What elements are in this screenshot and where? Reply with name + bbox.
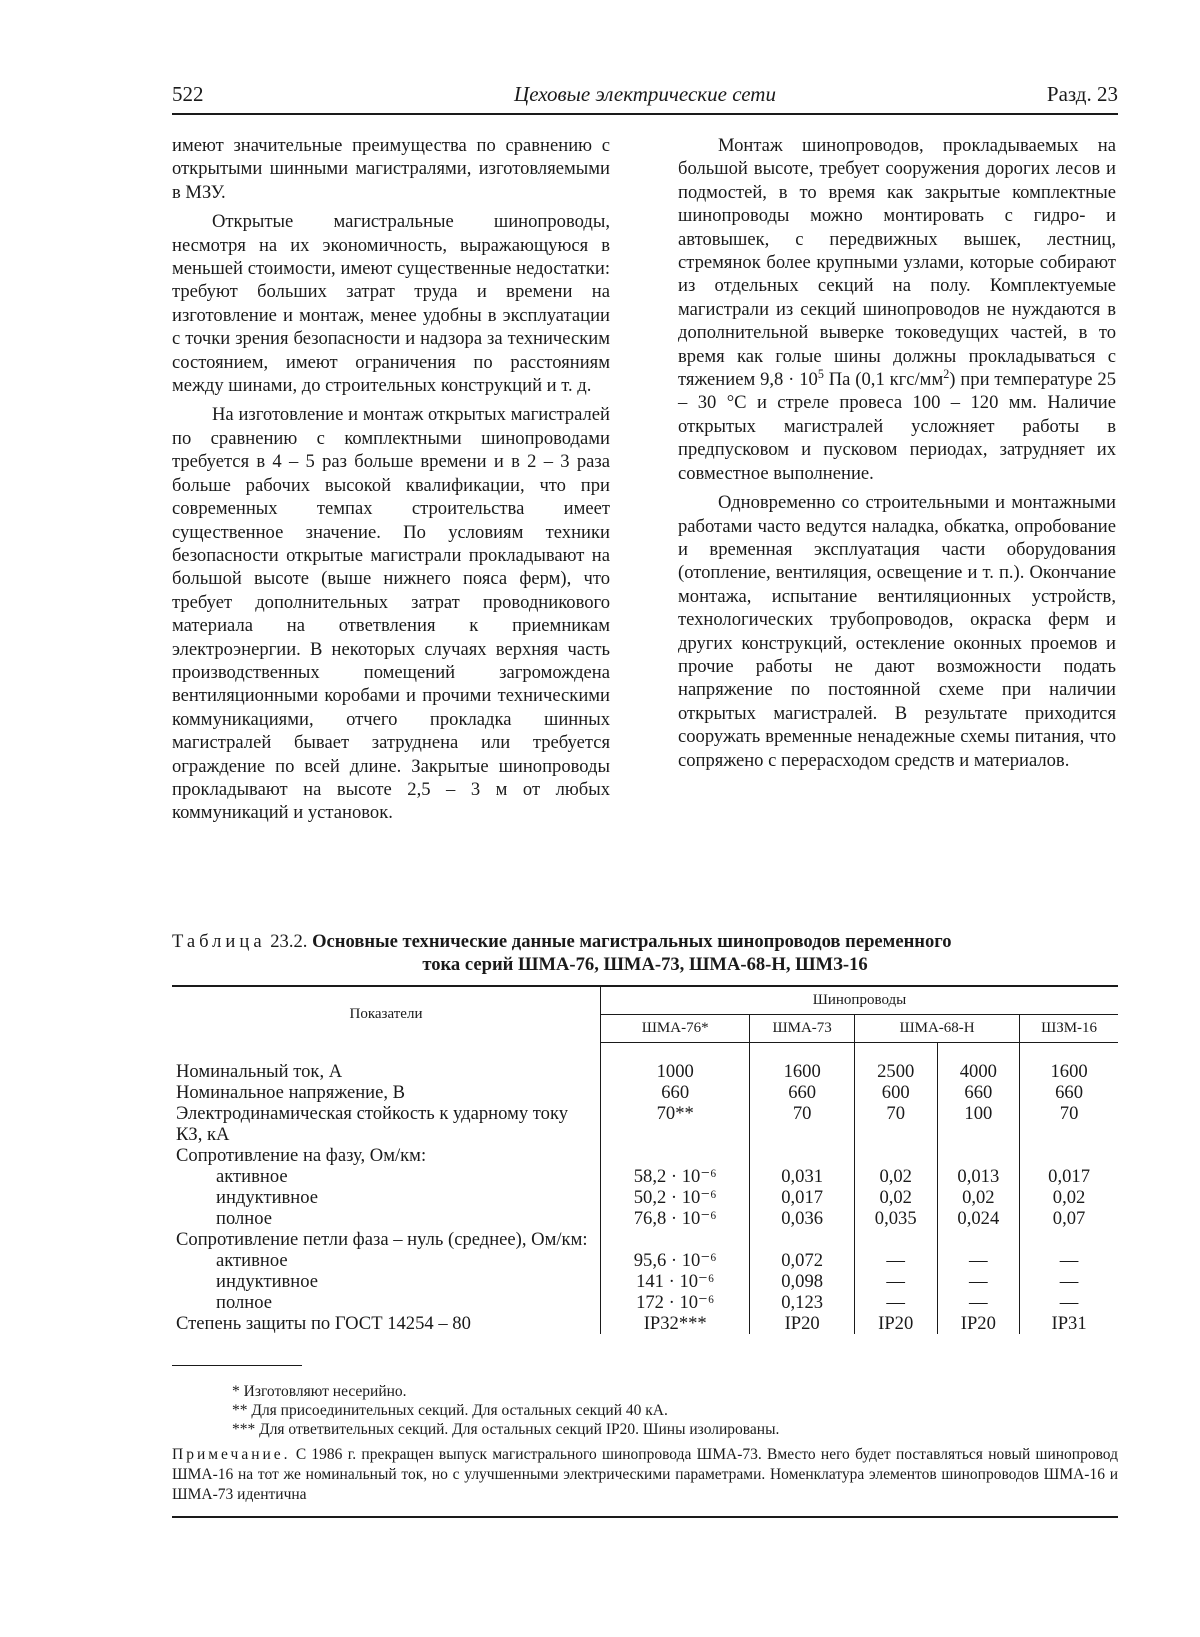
header-indicators: Показатели <box>172 986 601 1043</box>
table-row: индуктивное 141 · 10⁻⁶ 0,098 — — — <box>172 1271 1118 1292</box>
header-shma73: ШМА-73 <box>750 1015 855 1043</box>
paragraph: Одновременно со строительными и монтажными работами часто ведутся наладка, обкатка, опробование и временная эксплуатация части оборудования (отопление, вентиляция, освещение и т. п.). Окончание монтажа, испытание вентиляционных устройств, технологических трубопроводов, окраска ферм и других конструкций, остекление оконных проемов и прочие работы не дают возможности подать напряжение по постоянной схеме при наличии открытых магистралей. В результате приходится сооружать временные ненадежные схемы питания, что сопряжено с перерасходом средств и материалов. <box>678 492 1116 771</box>
header-shma68n: ШМА-68-Н <box>854 1015 1019 1043</box>
table-row: Сопротивление на фазу, Ом/км: <box>172 1145 1118 1166</box>
page-header <box>172 82 1118 116</box>
running-title: Цеховые электрические сети <box>514 82 776 106</box>
note-label: Примечание. <box>172 1446 291 1463</box>
right-column <box>678 134 1116 778</box>
left-column <box>172 134 610 831</box>
table-row: полное 76,8 · 10⁻⁶ 0,036 0,035 0,024 0,07 <box>172 1208 1118 1229</box>
paragraph: Монтаж шинопроводов, прокладываемых на большой высоте, требует сооружения дорогих лесов и подмостей, в то время как закрытые комплектные шинопроводы можно монтировать с гидро- и автовышек, с передвижных вышек, лестниц, стремянок более крупными узлами, которые собирают из отдельных секций на полу. Комплектуемые магистрали из секций шинопроводов не нуждаются в дополнительной выверке токоведущих частей, в то время как голые шины должны прокладываться с тяжением $9,8 \cdot 10^5$ Па (0,1 кгс/$мм^2$) при температуре 25 – 30 °С и стреле провеса 100 – 120 мм. Наличие открытых магистралей усложняет работы в предпусковом и пусковом периодах, затрудняет их совместное выполнение. <box>678 135 1116 484</box>
table-row: активное 95,6 · 10⁻⁶ 0,072 — — — <box>172 1250 1118 1271</box>
bottom-rule <box>172 1516 1118 1518</box>
table-footnotes <box>232 1382 779 1439</box>
busbar-data-table <box>172 985 1118 1334</box>
table-bottom-rule <box>172 1365 302 1366</box>
table-row: Электродинамическая стойкость к ударному току КЗ, кА 70** 70 70 100 70 <box>172 1103 1118 1145</box>
caption-label: Таблица <box>172 931 266 952</box>
table-note <box>172 1445 1118 1505</box>
table-caption <box>172 930 1118 976</box>
caption-title-line2: тока серий ШМА-76, ШМА-73, ШМА-68-Н, ШМЗ-16 <box>422 954 868 975</box>
paragraph: Открытые магистральные шинопроводы, несмотря на их экономичность, выражающуюся в меньшей стоимости, имеют существенные недостатки: требуют больших затрат труда и времени на изготовление и монтаж, менее удобны в эксплуатации с точки зрения безопасности и надзора за техническим состоянием, имеют ограничения по расстояниям между шинами, до строительных конструкций и т. д. <box>172 211 610 397</box>
caption-number: 23.2. <box>270 931 308 952</box>
table-row: индуктивное 50,2 · 10⁻⁶ 0,017 0,02 0,02 0,02 <box>172 1187 1118 1208</box>
header-shmz16: ШЗМ-16 <box>1020 1015 1118 1043</box>
footnote: *** Для ответвительных секций. Для остальных секций IP20. Шины изолированы. <box>232 1421 780 1438</box>
table-row: Номинальное напряжение, В 660 660 600 660 660 <box>172 1082 1118 1103</box>
footnote: * Изготовляют несерийно. <box>232 1383 407 1400</box>
page-number: 522 <box>172 82 204 106</box>
footnote: ** Для присоединительных секций. Для остальных секций 40 кА. <box>232 1402 668 1419</box>
paragraph: На изготовление и монтаж открытых магистралей по сравнению с комплектными шинопроводами требуется в 4 – 5 раз больше времени и в 2 – 3 раза больше рабочих высокой квалификации, что при современных темпах строительства имеет существенное значение. По условиям техники безопасности открытые магистрали прокладывают на большой высоте (выше нижнего пояса ферм), что требует дополнительных затрат проводникового материала на ответвления к приемникам электроэнергии. В некоторых случаях верхняя часть производственных помещений загромождена вентиляционными коробами и прочими техническими коммуникациями, отчего прокладка шинных магистралей бывает затруднена или требуется ограждение по всей длине. Закрытые шинопроводы прокладывают на высоте 2,5 – 3 м от любых коммуникаций и установок. <box>172 404 610 824</box>
table-row: полное 172 · 10⁻⁶ 0,123 — — — <box>172 1292 1118 1313</box>
note-text: С 1986 г. прекращен выпуск магистрального шинопровода ШМА-73. Вместо него будет поставляться новый шинопровод ШМА-16 на тот же номинальный ток, но с улучшенными электрическими параметрами. Номенклатура элементов шинопроводов ШМА-16 и ШМА-73 идентична <box>172 1446 1118 1503</box>
table-row: Сопротивление петли фаза – нуль (среднее), Ом/км: <box>172 1229 1118 1250</box>
header-shma76: ШМА-76* <box>601 1015 750 1043</box>
paragraph: имеют значительные преимущества по сравнению с открытыми шинными магистралями, изготовляемыми в МЗУ. <box>172 135 610 203</box>
table-row: Степень защиты по ГОСТ 14254 – 80 IP32*** IP20 IP20 IP20 IP31 <box>172 1313 1118 1334</box>
caption-title-line1: Основные технические данные магистральных шинопроводов переменного <box>312 931 952 952</box>
section-label: Разд. 23 <box>1046 82 1118 106</box>
header-busbars: Шинопроводы <box>601 986 1119 1015</box>
header-rule <box>172 113 1118 115</box>
table-row: активное 58,2 · 10⁻⁶ 0,031 0,02 0,013 0,017 <box>172 1166 1118 1187</box>
table-row: Номинальный ток, А 1000 1600 2500 4000 1600 <box>172 1043 1118 1083</box>
